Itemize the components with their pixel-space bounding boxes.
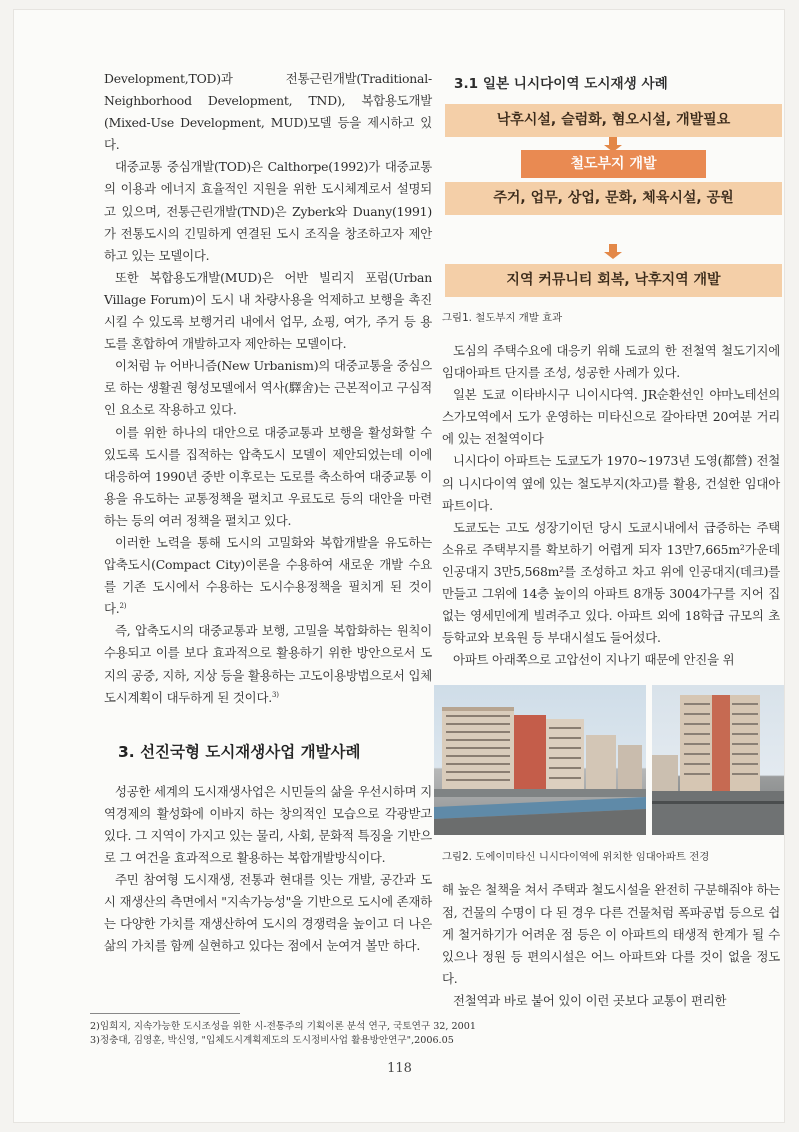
section-title: 3. 선진국형 도시재생사업 개발사례 bbox=[118, 742, 361, 761]
document-page bbox=[14, 10, 784, 1122]
paragraph: 일본 도쿄 이타바시구 니이시다역. JR순환선인 야마노테선의 스가모역에서 도가 운영하는 미타신으로 갈아타면 20여분 거리에 있는 전철역이다 bbox=[442, 387, 780, 447]
flow-box-rail-development: 철도부지 개발 bbox=[521, 150, 706, 178]
paragraph: 도심의 주택수요에 대응키 위해 도쿄의 한 전철역 철도기지에 임대아파트 단지를 조성, 성공한 사례가 있다. bbox=[442, 343, 780, 381]
apartment-tower-photo bbox=[652, 685, 784, 835]
apartment-buildings-illustration bbox=[434, 685, 646, 835]
paragraph: 이처럼 뉴 어바니즘(New Urbanism)의 대중교통을 중심으로 하는 생활권 형성모델에서 역사(驛舍)는 근본적이고 구심적인 요소로 작용하고 있다. bbox=[104, 358, 432, 418]
page-number: 118 bbox=[387, 1061, 412, 1076]
paragraph: 니시다이 아파트는 도쿄도가 1970~1973년 도영(都營) 전철의 니시다이역 옆에 있는 철도부지(차고)를 활용, 건설한 임대아파트이다. bbox=[442, 453, 780, 513]
footnote: 2)임희지, 지속가능한 도시조성을 위한 시-전통주의 기획이론 분석 연구, 국토연구 32, 2001 bbox=[90, 1021, 476, 1032]
paragraph: 이를 위한 하나의 대안으로 대중교통과 보행을 활성화할 수 있도록 도시를 집적하는 압축도시 모델이 제안되었는데 이에 대응하여 1990년 중반 이후로는 도로를 축소하여 대중교통 이용을 유도하는 교통정책을 펼치고 우료도로 등의 대안을 마련하는 등의 여러 정책을 펼치고 있다. bbox=[104, 424, 432, 528]
figure-photos bbox=[442, 685, 780, 835]
footnote: 3)정충대, 김영훈, 박신영, "입체도시계획제도의 도시정비사업 활용방안연구",2006.05 bbox=[90, 1034, 454, 1046]
paragraph bbox=[104, 532, 432, 620]
footnotes bbox=[90, 1020, 610, 1047]
apartment-complex-photo bbox=[434, 685, 646, 835]
footnote-divider bbox=[90, 1013, 240, 1014]
paragraph: 또한 복합용도개발(MUD)은 어반 빌리지 포럼(Urban Village Forum)이 도시 내 차량사용을 억제하고 보행을 촉진시킬 수 있도록 보행거리 내에서 업무, 쇼핑, 여가, 주거 등 용도를 혼합하여 개발하고자 제안하는 모델이다. bbox=[104, 269, 432, 352]
figure-caption: 그림1. 철도부지 개발 효과 bbox=[442, 312, 563, 324]
left-column bbox=[104, 68, 432, 957]
paragraph bbox=[104, 620, 432, 708]
flow-diagram bbox=[445, 104, 782, 296]
subsection-title: 3.1 일본 니시다이역 도시재생 사례 bbox=[454, 76, 668, 92]
paragraph-text: 즉, 압축도시의 대중교통과 보행, 고밀을 복합화하는 원칙이 수용되고 이를 보다 효과적으로 활용하기 위한 방안으로서 도지의 공중, 지하, 지상 등을 활용하는 고도이용방법으로서 입체 도시계획이 대두하게 된 것이다. bbox=[104, 623, 432, 705]
apartment-tower-illustration bbox=[652, 685, 784, 835]
paragraph: 해 높은 철책을 쳐서 주택과 철도시설을 완전히 구분해줘야 하는 점, 건물의 수명이 다 된 경우 다른 건물처럼 폭파공법 등으로 쉽게 철거하기가 어려운 점 등은 이 아파트의 태생적 한계가 될 수 있으나 정원 등 편의시설은 어느 아파트와 다를 것이 없을 정도다. bbox=[442, 882, 780, 986]
paragraph: 대중교통 중심개발(TOD)은 Calthorpe(1992)가 대중교통의 이용과 에너지 효율적인 지원을 위한 도시체계로서 설명되고 있으며, 전통근린개발(TND)은 Zyberk와 Duany(1991)가 전통도시의 긴밀하게 연결된 도시 조직을 창조하고자 제안하고 있는 모델이다. bbox=[104, 159, 432, 263]
paragraph: 전철역과 바로 붙어 있이 이런 곳보다 교통이 편리한 bbox=[453, 992, 727, 1008]
flow-box-problem: 낙후시설, 슬럼화, 혐오시설, 개발필요 bbox=[445, 104, 782, 137]
paragraph: 아파트 아래쪽으로 고압선이 지나기 때문에 안진을 위 bbox=[453, 652, 735, 668]
down-arrow-icon bbox=[604, 244, 622, 259]
paragraph-text: 이러한 노력을 통해 도시의 고밀화와 복합개발을 유도하는 압축도시(Compact City)이론을 수용하여 새로운 개발 수요를 기존 도시에서 수용하는 도시수용정책을 필치게 된 것이다. bbox=[104, 534, 432, 617]
figure-caption: 그림2. 도에이미타신 니시다이역에 위치한 임대아파트 전경 bbox=[442, 851, 710, 864]
paragraph: 성공한 세계의 도시재생사업은 시민들의 삶을 우선시하며 지역경제의 활성화에 이바지 하는 창의적인 모습으로 각광받고 있다. 그 지역이 가지고 있는 물리, 사회, 문화적 특징을 기반으로 그 여건을 효과적으로 활용하는 복합개발방식이다. bbox=[104, 783, 432, 865]
paragraph: 주민 참여형 도시재생, 전통과 현대를 잇는 개발, 공간과 도시 재생산의 측면에서 "지속가능성"을 기반으로 도시에 존재하는 다양한 가치를 재생산하여 도시의 경쟁력을 높이고 더 나은 삶의 가치를 함께 실현하고 있다는 점에서 눈여겨 볼만 하다. bbox=[104, 872, 432, 954]
flow-box-outcome: 지역 커뮤니티 회복, 낙후지역 개발 bbox=[445, 264, 782, 297]
flow-box-facilities: 주거, 업무, 상업, 문화, 체육시설, 공원 bbox=[445, 182, 782, 215]
footnote-ref[interactable]: 3) bbox=[271, 690, 279, 699]
footnote-ref[interactable]: 2) bbox=[119, 602, 127, 611]
paragraph: Development,TOD)과 전통근린개발(Traditional-Neighborhood Development, TND), 복합용도개발(Mixed-Use Development, MUD)모델 등을 제시하고 있다. bbox=[104, 71, 432, 153]
right-column bbox=[442, 68, 780, 1012]
paragraph: 도쿄도는 고도 성장기이던 당시 도쿄시내에서 급증하는 주택소유로 주택부지를 확보하기 어렵게 되자 13만7,665m²가운데 인공대지 3만5,568m²를 조성하고 차고 위에 인공대지(데크)를 만들고 그위에 14층 높이의 아파트 8개동 3004가구를 지어 집없는 영세민에게 빌려주고 있다. 아파트 외에 18학급 규모의 초등학교와 보육원 등 부대시설도 들어섰다. bbox=[442, 519, 780, 646]
